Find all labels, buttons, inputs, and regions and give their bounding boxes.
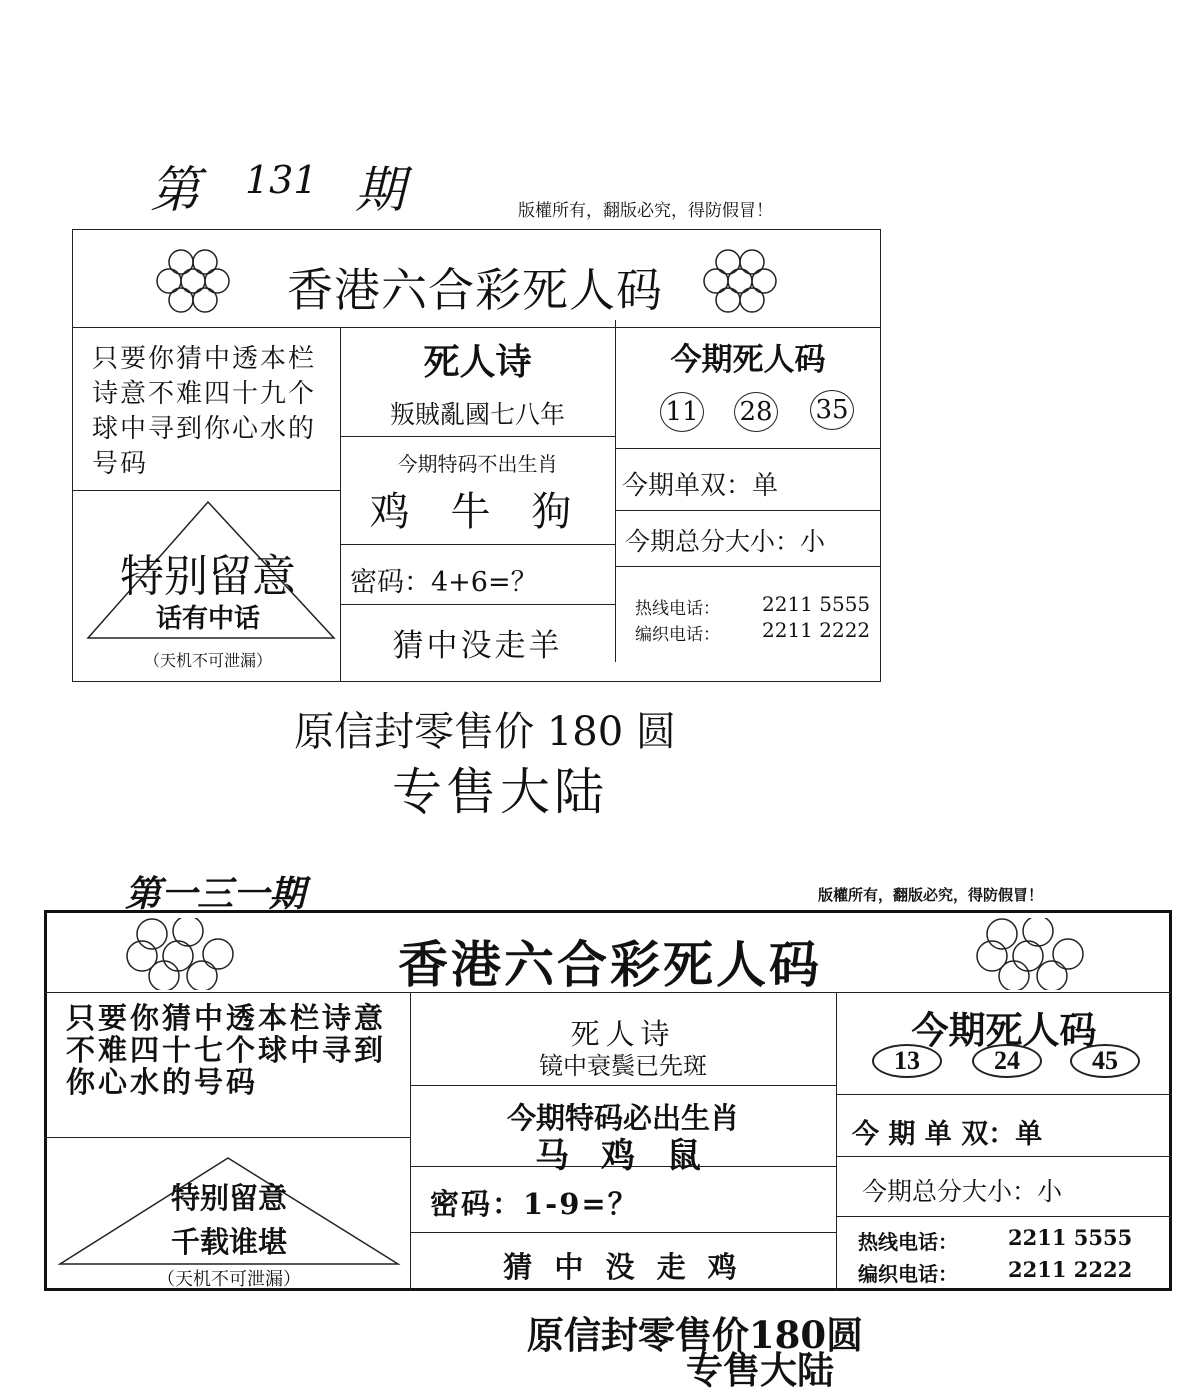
bottom-special-label: 今期特码必出生肖	[506, 1101, 739, 1135]
bottom-right-balls-icon	[972, 918, 1102, 990]
bottom-dead-number-2: 24	[972, 1044, 1042, 1078]
bottom-issue: 第一三一期	[125, 873, 306, 915]
bottom-poem-line: 镜中衰鬓已先斑	[539, 1052, 707, 1080]
bottom-guess: 猜 中 没 走 鸡	[503, 1250, 743, 1284]
bottom-price: 原信封零售价180圆	[526, 1313, 864, 1357]
bottom-hint: 只要你猜中透本栏诗意不难四十七个球中寻到你心水的号码	[66, 1001, 387, 1099]
bottom-right-divider-1	[836, 1094, 1172, 1095]
bottom-left-divider	[44, 1137, 410, 1138]
bottom-dead-number-1: 13	[872, 1044, 942, 1078]
top-mid-divider-2	[340, 544, 615, 545]
top-dead-number-2: 28	[734, 392, 778, 432]
top-poem-title: 死人诗	[423, 341, 532, 383]
top-title-divider	[72, 327, 881, 328]
top-dead-title: 今期死人码	[670, 342, 826, 378]
top-dead-number-3: 35	[810, 390, 854, 430]
top-attention-title: 特别留意	[120, 551, 296, 602]
top-right-divider-1	[615, 448, 881, 449]
bottom-attention-sub: 千载谁堪	[170, 1225, 287, 1259]
top-poem-line: 叛賊亂國七八年	[389, 400, 565, 429]
bottom-odd-even: 今 期 单 双：单	[852, 1119, 1043, 1150]
top-right-balls-icon	[702, 248, 792, 314]
top-size: 今期总分大小：小	[625, 527, 826, 556]
bottom-copyright: 版權所有，翻版必究，得防假冒！	[818, 886, 1044, 904]
top-special-animals: 鸡 牛 狗	[369, 489, 586, 535]
bottom-title-divider	[44, 992, 1172, 993]
top-hotline-label: 热线电话：	[635, 599, 720, 619]
top-special-label: 今期特码不出生肖	[397, 452, 558, 476]
top-right-divider-3	[615, 566, 881, 567]
bottom-sale: 专售大陆	[686, 1348, 834, 1392]
bottom-mid-divider-1	[410, 1085, 836, 1086]
bottom-attention-title: 特别留意	[170, 1181, 287, 1215]
bottom-title: 香港六合彩死人码	[398, 935, 822, 994]
top-password: 密码：4+6=？	[350, 567, 538, 598]
top-attention-sub: 话有中话	[155, 604, 260, 634]
bottom-hotline-label: 热线电话：	[858, 1230, 958, 1254]
bottom-editor-label: 编织电话：	[858, 1262, 958, 1286]
top-attention-note: （天机不可泄漏）	[143, 651, 272, 670]
top-mid-divider-3	[340, 604, 615, 605]
top-copyright: 版權所有，翻版必究，得防假冒！	[518, 201, 773, 221]
bottom-right-divider-3	[836, 1216, 1172, 1217]
top-odd-even: 今期单双：单	[622, 471, 779, 501]
top-left-balls-icon	[155, 248, 245, 314]
top-guess: 猜中没走羊	[392, 628, 563, 664]
top-sale: 专售大陆	[392, 763, 608, 821]
bottom-right-divider-2	[836, 1156, 1172, 1157]
top-left-divider	[72, 490, 340, 491]
bottom-poem-title: 死人诗	[570, 1017, 676, 1051]
top-issue-prefix: 第	[150, 161, 200, 219]
bottom-editor-number: 2211 2222	[1008, 1257, 1133, 1282]
bottom-left-balls-icon	[122, 918, 252, 990]
top-hint: 只要你猜中透本栏诗意不难四十九个球中寻到你心水的号码	[92, 344, 317, 479]
top-editor-number: 2211 2222	[762, 618, 871, 642]
top-mid-divider-1	[340, 436, 615, 437]
top-hotline-number: 2211 5555	[762, 592, 871, 616]
top-issue-suffix: 期	[355, 161, 405, 219]
top-issue-number: 131	[245, 158, 318, 202]
bottom-password: 密码：1-9=？	[430, 1187, 639, 1221]
bottom-special-animals: 马 鸡 鼠	[535, 1136, 711, 1176]
top-title: 香港六合彩死人码	[287, 263, 663, 317]
top-dead-number-1: 11	[660, 392, 704, 432]
bottom-mid-divider-3	[410, 1232, 836, 1233]
top-right-divider-2	[615, 510, 881, 511]
bottom-attention-note: （天机不可泄漏）	[157, 1269, 301, 1290]
bottom-hotline-number: 2211 5555	[1008, 1225, 1133, 1250]
bottom-dead-number-3: 45	[1070, 1044, 1140, 1078]
bottom-size: 今期总分大小：小	[862, 1177, 1063, 1206]
top-price: 原信封零售价 180 圆	[294, 709, 676, 755]
top-editor-label: 编织电话：	[635, 625, 720, 645]
bottom-dead-title: 今期死人码	[911, 1008, 1097, 1052]
